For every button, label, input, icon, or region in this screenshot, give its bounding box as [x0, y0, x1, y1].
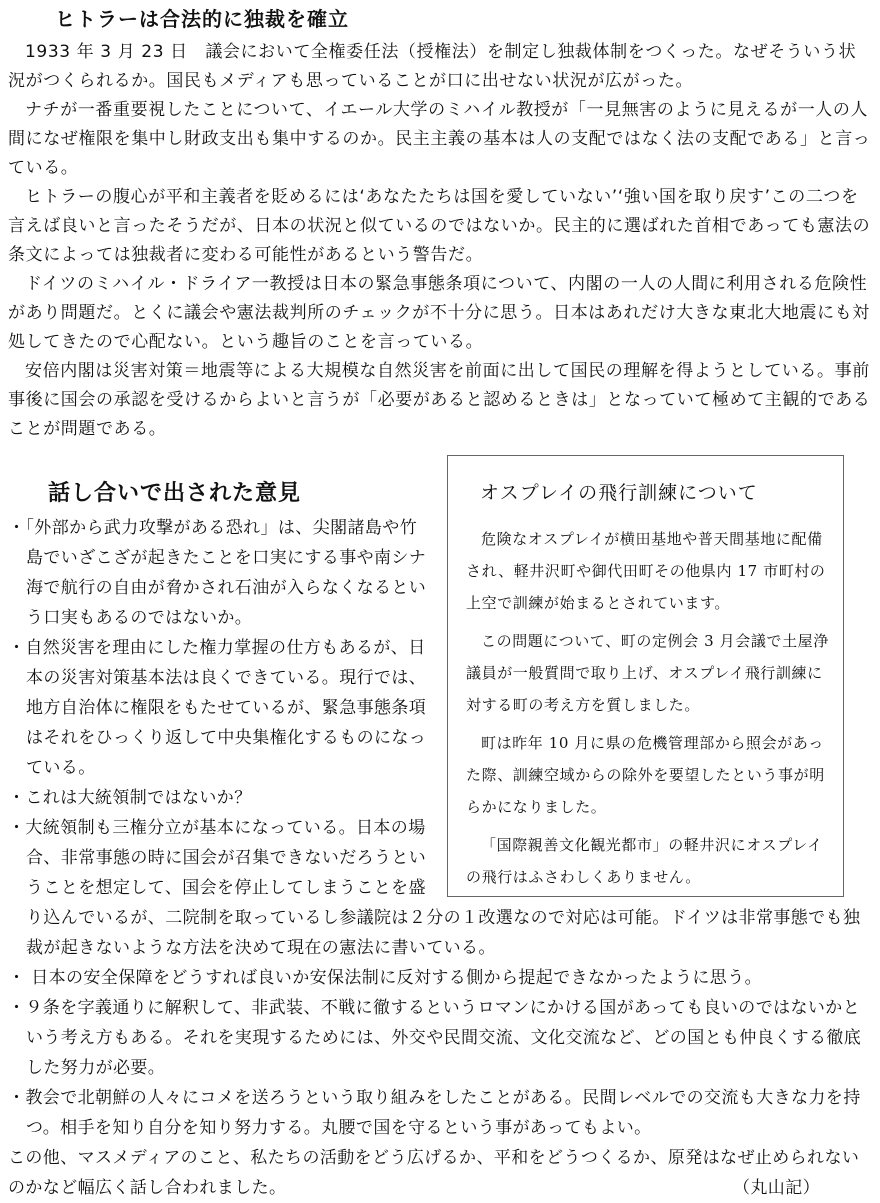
opinion-item: ・大統領制も三権分立が基本になっている。日本の場合、非常事態の時に国会が召集できないだろうということを想定して、国会を停止してしまうことを盛り込んでいるが、二院制を取っているし参議院は２分の１改選なので対応は可能。ドイツは非常事態でも独裁が起きないような方法を決めて現在の憲法に書いている。	[8, 818, 861, 958]
sidebox-paragraph: 町は昨年 10 月に県の危機管理部から照会があった際、訓練空域からの除外を要望したという事が明らかになりました。	[466, 734, 825, 816]
opinion-item: ・これは大統領制ではないか？	[8, 788, 252, 808]
opinion-item: ・自然災害を理由にした権力掌握の仕方もあるが、日本の災害対策基本法は良くできている。現行では、地方自治体に権限をもたせているが、緊急事態条項はそれをひっくり返して中央集権化するものになっている。	[8, 638, 427, 778]
osprey-sidebox	[447, 455, 844, 897]
opinion-item: ・９条を字義通りに解釈して、非武装、不戦に徹するというロマンにかける国があっても良いのではないかという考え方もある。それを実現するためには、外交や民間交流、文化交流など、どの国とも仲良くする徹底した努力が必要。	[8, 998, 862, 1078]
author-credit: （丸山記）	[733, 1178, 820, 1198]
opinion-item: ・「外部から武力攻撃がある恐れ」は、尖閣諸島や竹島でいざこざが起きたことを口実にする事や南シナ海で航行の自由が脅かされ石油が入らなくなるという口実もあるのではないか。	[8, 518, 427, 628]
section2-title: 話し合いで出された意見	[48, 480, 302, 506]
section1-title: ヒトラーは合法的に独裁を確立	[55, 7, 349, 31]
closing-sentence: この他、マスメディアのこと、私たちの活動をどう広げるか、平和をどうつくるか、原発はなぜ止められないのかなど幅広く話し合われました。	[8, 1148, 860, 1198]
opinion-item: ・教会で北朝鮮の人々にコメを送ろうという取り組みをしたことがある。民間レベルでの交流も大きな力を持つ。相手を知り自分を知り努力する。丸腰で国を守るという事があってもよい。	[8, 1088, 861, 1138]
section1-paragraph: ヒトラーの腹心が平和主義者を貶めるには‘あなたたちは国を愛していない’‘強い国を取り戻す’この二つを言えば良いと言ったそうだが、日本の状況と似ているのではないか。民主的に選ばれた首相であっても憲法の条文によっては独裁者に変わる可能性があるという警告だ。	[8, 187, 871, 265]
section1-body	[8, 38, 872, 444]
section1-paragraph: ナチが一番重要視したことについて、イエール大学のミハイル教授が「一見無害のように見えるが一人の人間になぜ権限を集中し財政支出も集中するのか。民主主義の基本は人の支配ではなく法の支配である」と言っている。	[8, 100, 871, 178]
sidebox-title: オスプレイの飛行訓練について	[480, 482, 758, 504]
section1-paragraph: 安倍内閣は災害対策＝地震等による大規模な自然災害を前面に出して国民の理解を得ようとしている。事前事後に国会の承認を受けるからよいと言うが「必要があると認めるときは」となっていて極めて主観的であることが問題である。	[8, 361, 871, 439]
sidebox-paragraph: 危険なオスプレイが横田基地や普天間基地に配備され、軽井沢町や御代田町その他県内 17 市町村の上空で訓練が始まるとされています。	[466, 530, 826, 612]
section1-paragraph: 1933 年 3 月 23 日 議会において全権委任法（授権法）を制定し独裁体制をつくった。なぜそういう状況がつくられるか。国民もメディアも思っていることが口に出せない状況が広がった。	[8, 42, 857, 91]
closing-text	[8, 1143, 868, 1203]
opinion-item: ・ 日本の安全保障をどうすれば良いか安保法制に反対する側から提起できなかったように思う。	[8, 968, 763, 988]
sidebox-paragraph: この問題について、町の定例会 3 月会議で土屋浄議員が一般質問で取り上げ、オスプレイ飛行訓練に対する町の考え方を質しました。	[466, 632, 829, 714]
sidebox-paragraph: 「国際親善文化観光都市」の軽井沢にオスプレイの飛行はふさわしくありません。	[466, 836, 823, 886]
section1-paragraph: ドイツのミハイル・ドライア一教授は日本の緊急事態条項について、内閣の一人の人間に利用される危険性があり問題だ。とくに議会や憲法裁判所のチェックが不十分に思う。日本はあれだけ大きな東北大地震にも対処してきたので心配ない。という趣旨のことを言っている。	[8, 274, 870, 352]
